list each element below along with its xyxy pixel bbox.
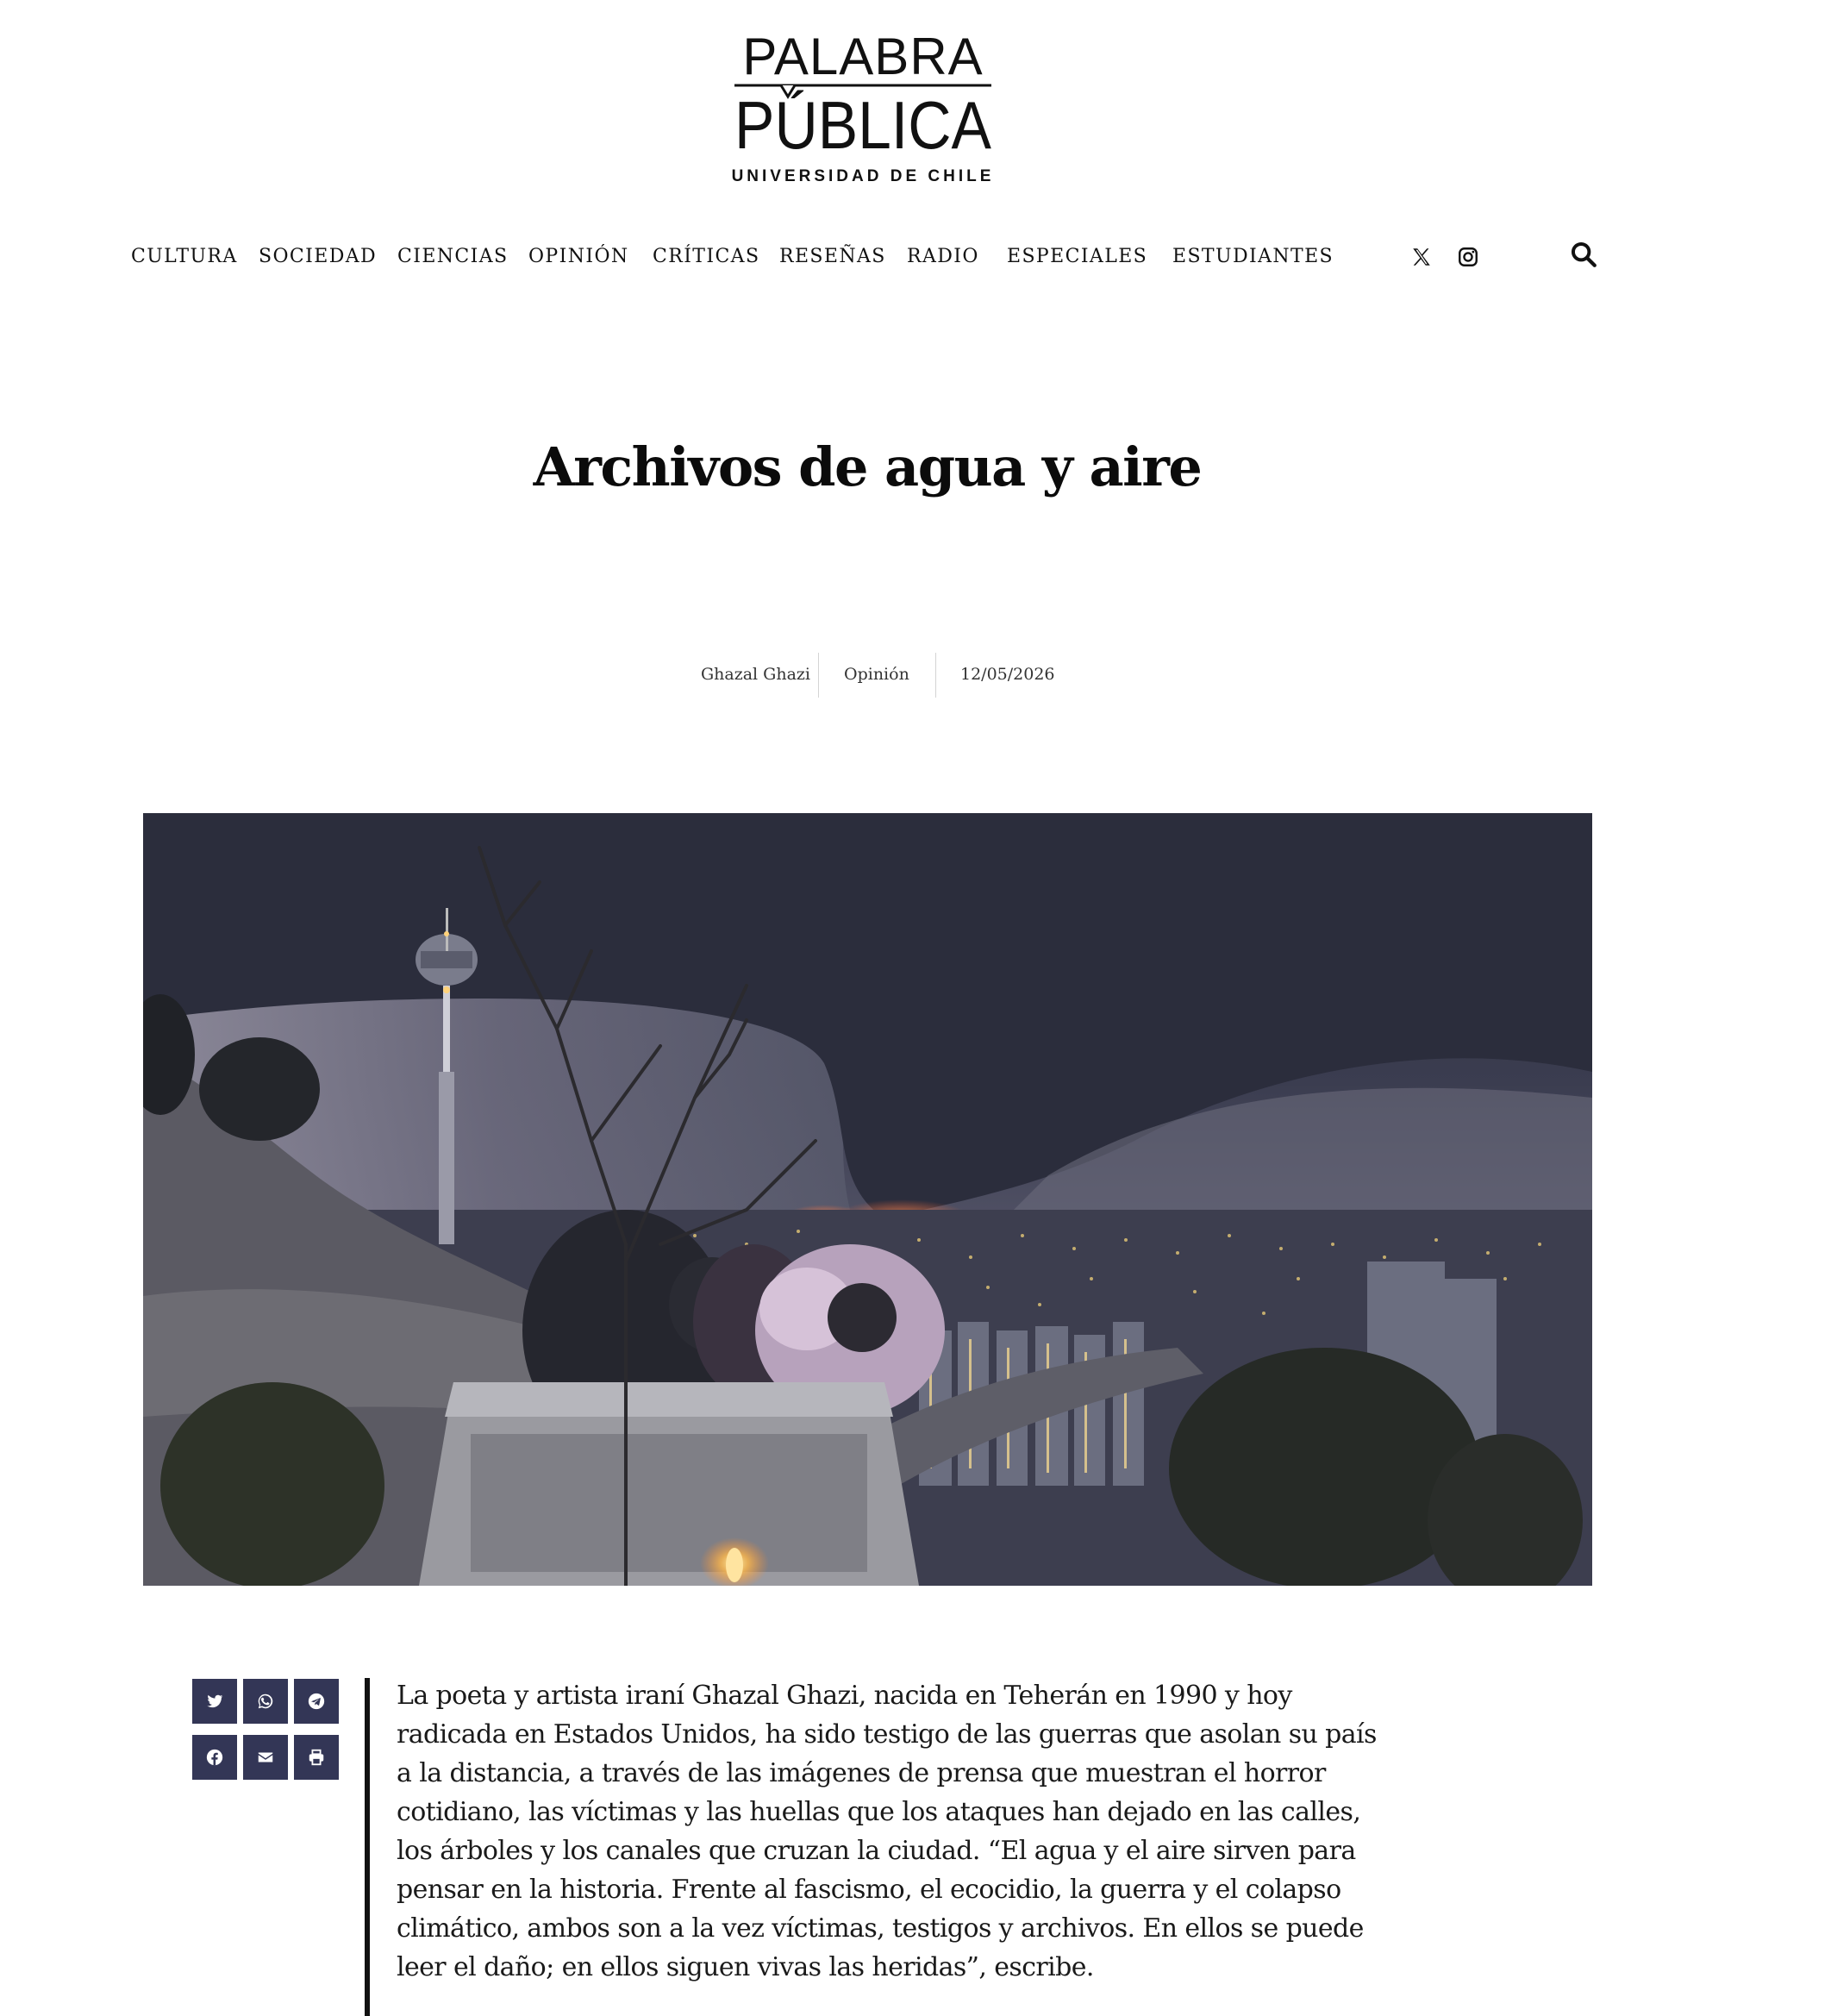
body-left-border	[365, 1678, 370, 2016]
share-whatsapp-button[interactable]	[243, 1679, 288, 1724]
share-print-button[interactable]	[294, 1735, 339, 1780]
instagram-icon[interactable]	[1457, 246, 1479, 268]
article-title: Archivos de agua y aire	[533, 435, 1202, 498]
logo-line1: PALABRA	[742, 28, 984, 85]
main-nav	[0, 240, 1831, 274]
nav-item-especiales[interactable]: ESPECIALES	[1007, 246, 1148, 267]
nav-item-cultura[interactable]: CULTURA	[131, 246, 238, 267]
share-twitter-button[interactable]	[192, 1679, 237, 1724]
article-meta	[0, 653, 1831, 699]
nav-item-resenas[interactable]: RESEÑAS	[779, 246, 886, 267]
share-email-button[interactable]	[243, 1735, 288, 1780]
nav-item-estudiantes[interactable]: ESTUDIANTES	[1172, 246, 1334, 267]
nav-item-sociedad[interactable]: SOCIEDAD	[259, 246, 378, 267]
share-facebook-button[interactable]	[192, 1735, 237, 1780]
nav-item-opinion[interactable]: OPINIÓN	[528, 246, 629, 267]
facebook-icon	[205, 1748, 224, 1767]
x-icon[interactable]	[1410, 246, 1433, 268]
article-category[interactable]: Opinión	[844, 665, 909, 684]
print-icon	[307, 1748, 326, 1767]
article-author[interactable]: Ghazal Ghazi	[700, 665, 810, 684]
telegram-icon	[307, 1692, 326, 1711]
meta-divider	[935, 653, 936, 698]
site-logo[interactable]	[731, 28, 995, 186]
article-body: La poeta y artista iraní Ghazal Ghazi, nacida en Teherán en 1990 y hoy radicada en Estados Unidos, ha sido testigo de las guerras que asolan su país a la distancia, a través de las imágenes de prensa que muestran el horror cotidiano, las víctimas y las huellas que los ataques han dejado en las calles, los árboles y los canales que cruzan la ciudad. “El agua y el aire sirven para pensar en la historia. Frente al fascismo, el ecocidio, la guerra y el colapso climático, ambos son a la vez víctimas, testigos y archivos. En ellos se puede leer el daño; en ellos siguen vivas las heridas”, escribe.	[397, 1681, 1377, 1982]
whatsapp-icon	[256, 1692, 275, 1711]
twitter-icon	[205, 1692, 224, 1711]
logo-line3: UNIVERSIDAD DE CHILE	[731, 167, 995, 185]
article-date: 12/05/2026	[960, 665, 1055, 684]
hero-image	[143, 813, 1592, 1586]
nav-item-ciencias[interactable]: CIENCIAS	[397, 246, 509, 267]
nav-item-radio[interactable]: RADIO	[907, 246, 979, 267]
meta-divider	[818, 653, 819, 698]
search-icon[interactable]	[1569, 240, 1598, 269]
nav-item-criticas[interactable]: CRÍTICAS	[653, 246, 760, 267]
email-icon	[256, 1748, 275, 1767]
logo-line2: PÚBLICA	[734, 87, 991, 163]
share-telegram-button[interactable]	[294, 1679, 339, 1724]
